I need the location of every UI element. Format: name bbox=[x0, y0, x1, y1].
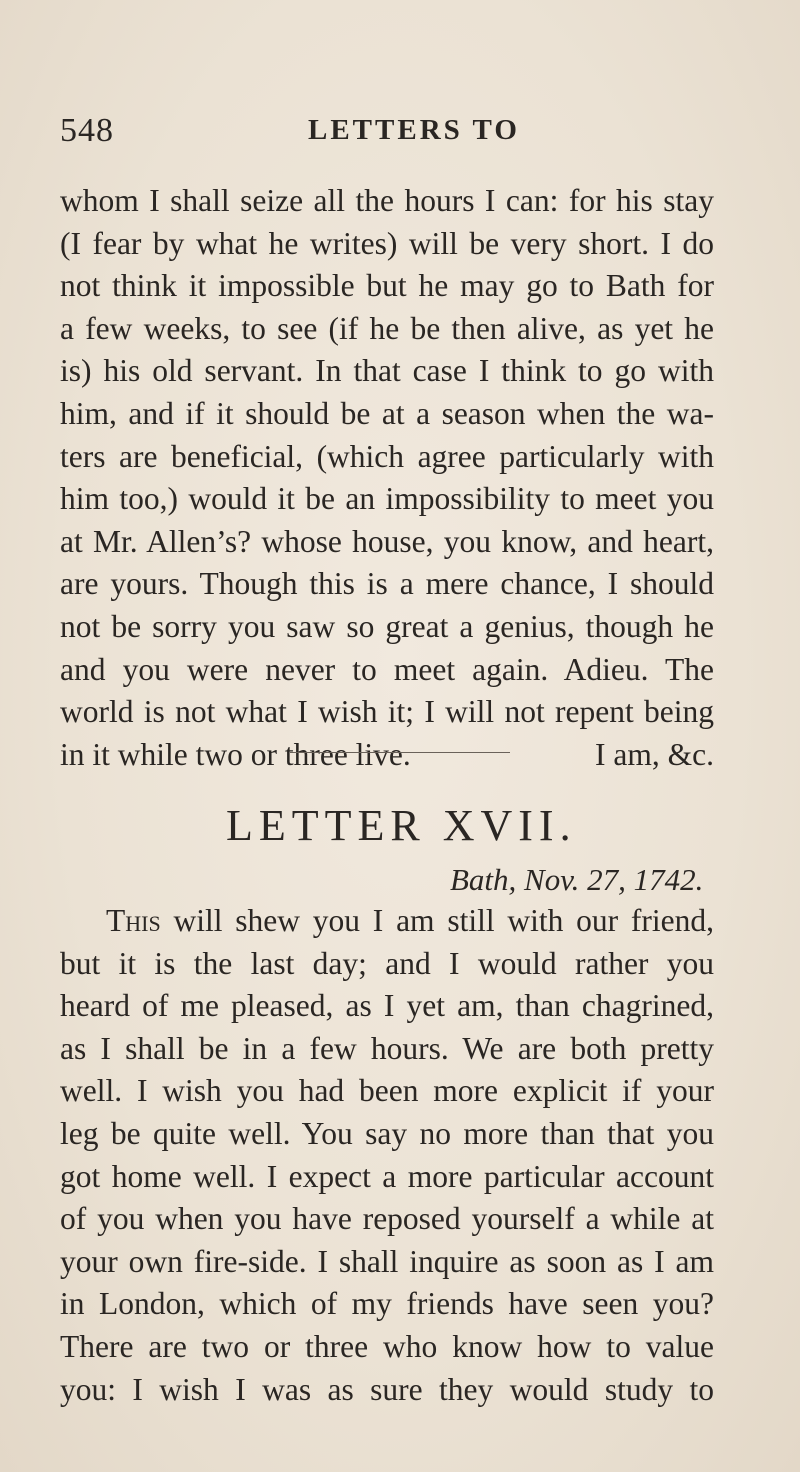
text-line: at Mr. Allen’s? whose house, you know, and heart, bbox=[60, 523, 714, 559]
sign-off: I am, &c. bbox=[595, 736, 714, 772]
opening-word: This bbox=[106, 903, 161, 938]
text-line: your own fire-side. I shall inquire as soon as I am bbox=[60, 1243, 714, 1279]
text-line: in it while two or three live. bbox=[60, 736, 411, 772]
text-line bbox=[60, 900, 714, 943]
text-line: well. I wish you had been more explicit if your bbox=[60, 1073, 714, 1109]
text-line-rest: will shew you I am still with our friend, bbox=[160, 903, 714, 938]
text-line: in London, which of my friends have seen you? bbox=[60, 1286, 714, 1322]
text-line: whom I shall seize all the hours I can: for his stay bbox=[60, 183, 714, 218]
paragraph-continued bbox=[60, 180, 714, 776]
text-line: world is not what I wish it; I will not repent being bbox=[60, 694, 714, 730]
letter-heading: LETTER XVII. bbox=[226, 801, 577, 850]
page-number: 548 bbox=[60, 112, 114, 149]
text-line: ters are beneficial, (which agree particularly with bbox=[60, 438, 714, 474]
running-head bbox=[60, 112, 750, 152]
text-line: of you when you have reposed yourself a while at bbox=[60, 1201, 714, 1237]
text-line: heard of me pleased, as I yet am, than chagrined, bbox=[60, 988, 714, 1024]
text-line: you: I wish I was as sure they would study to bbox=[60, 1371, 714, 1407]
text-line: a few weeks, to see (if he be then alive, as yet he bbox=[60, 310, 714, 346]
text-line: not be sorry you saw so great a genius, though he bbox=[60, 608, 714, 644]
section-divider bbox=[290, 752, 510, 753]
text-line: not think it impossible but he may go to Bath for bbox=[60, 268, 714, 304]
text-line: as I shall be in a few hours. We are both pretty bbox=[60, 1030, 714, 1066]
text-line: and you were never to meet again. Adieu. The bbox=[60, 651, 714, 687]
dateline: Bath, Nov. 27, 1742. bbox=[450, 862, 704, 897]
text-line: leg be quite well. You say no more than that you bbox=[60, 1115, 714, 1151]
letter-body bbox=[60, 900, 714, 1411]
text-line: is) his old servant. In that case I think to go with bbox=[60, 353, 714, 389]
text-line: but it is the last day; and I would rather you bbox=[60, 945, 714, 981]
text-line: There are two or three who know how to value bbox=[60, 1328, 714, 1364]
text-line: him too,) would it be an impossibility to meet you bbox=[60, 481, 714, 517]
text-line-with-sign-off bbox=[60, 734, 714, 777]
text-line: him, and if it should be at a season when the wa- bbox=[60, 395, 714, 431]
running-title: LETTERS TO bbox=[308, 114, 520, 146]
text-line: got home well. I expect a more particular account bbox=[60, 1158, 714, 1194]
text-line: (I fear by what he writes) will be very short. I do bbox=[60, 225, 714, 261]
text-line: are yours. Though this is a mere chance, I should bbox=[60, 566, 714, 602]
